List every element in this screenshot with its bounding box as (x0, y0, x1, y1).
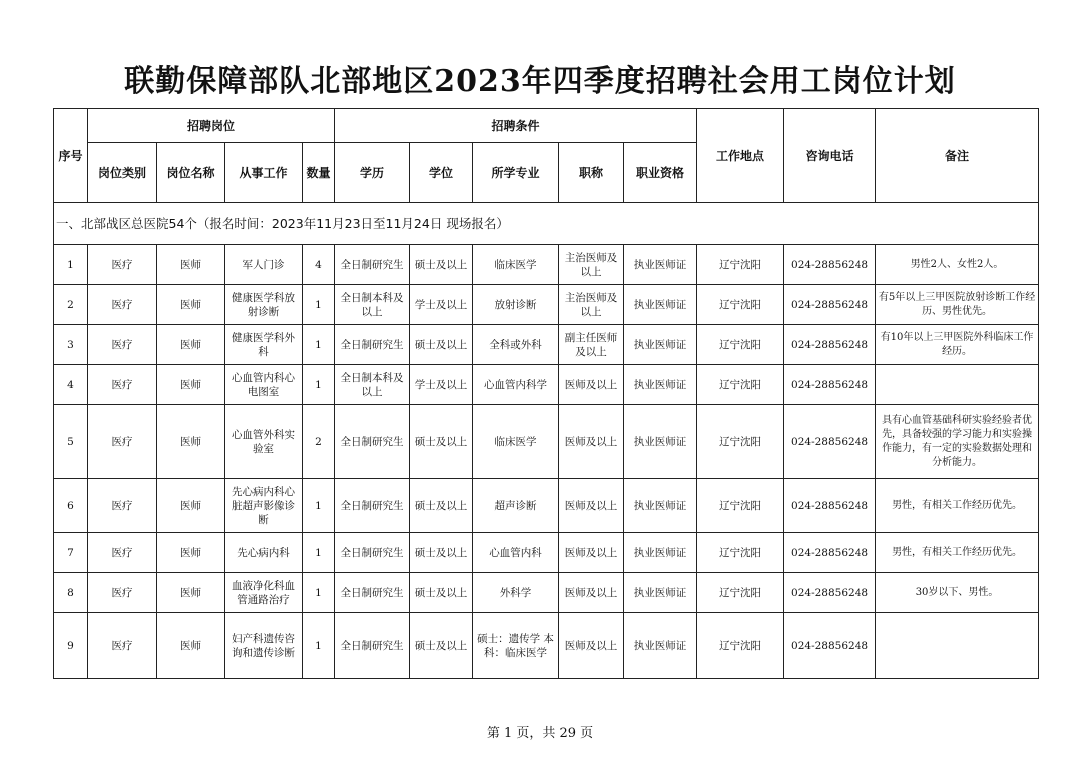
cell-phone: 024-28856248 (784, 365, 876, 405)
cell-title: 医师及以上 (559, 533, 624, 573)
header-post-group: 招聘岗位 (88, 109, 335, 143)
cell-location: 辽宁沈阳 (697, 245, 784, 285)
cell-row-no: 3 (54, 325, 88, 365)
header-qualification: 职业资格 (624, 143, 697, 203)
table-row (54, 365, 1039, 405)
cell-major: 外科学 (473, 573, 559, 613)
cell-work: 健康医学科放射诊断 (225, 285, 303, 325)
page-footer: 第 1 页，共 29 页 (486, 726, 594, 741)
cell-note: 男性2人、女性2人。 (876, 245, 1039, 285)
cell-note: 具有心血管基础科研实验经验者优先，具备较强的学习能力和实验操作能力，有一定的实验数据处理和分析能力。 (876, 405, 1039, 479)
cell-phone: 024-28856248 (784, 479, 876, 533)
cell-phone: 024-28856248 (784, 245, 876, 285)
cell-count: 1 (303, 479, 335, 533)
cell-qualification: 执业医师证 (624, 245, 697, 285)
cell-qualification: 执业医师证 (624, 533, 697, 573)
cell-degree: 硕士及以上 (410, 245, 473, 285)
cell-post-type: 医疗 (88, 573, 157, 613)
cell-post-name: 医师 (157, 285, 225, 325)
cell-major: 心血管内科学 (473, 365, 559, 405)
table-row (54, 325, 1039, 365)
cell-title: 主治医师及以上 (559, 285, 624, 325)
cell-work: 军人门诊 (225, 245, 303, 285)
cell-post-type: 医疗 (88, 479, 157, 533)
cell-row-no: 4 (54, 365, 88, 405)
cell-title: 主治医师及以上 (559, 245, 624, 285)
table-row (54, 613, 1039, 679)
cell-post-name: 医师 (157, 325, 225, 365)
cell-title: 医师及以上 (559, 613, 624, 679)
cell-note (876, 613, 1039, 679)
cell-count: 1 (303, 573, 335, 613)
cell-education: 全日制研究生 (335, 325, 410, 365)
header-degree: 学位 (410, 143, 473, 203)
cell-post-name: 医师 (157, 405, 225, 479)
header-post-name: 岗位名称 (157, 143, 225, 203)
cell-major: 心血管内科 (473, 533, 559, 573)
cell-row-no: 5 (54, 405, 88, 479)
cell-count: 4 (303, 245, 335, 285)
cell-note (876, 365, 1039, 405)
cell-qualification: 执业医师证 (624, 405, 697, 479)
cell-degree: 硕士及以上 (410, 573, 473, 613)
cell-note: 30岁以下、男性。 (876, 573, 1039, 613)
cell-title: 医师及以上 (559, 479, 624, 533)
cell-major: 硕士：遗传学 本科：临床医学 (473, 613, 559, 679)
cell-degree: 硕士及以上 (410, 325, 473, 365)
cell-degree: 硕士及以上 (410, 533, 473, 573)
cell-post-name: 医师 (157, 245, 225, 285)
cell-phone: 024-28856248 (784, 573, 876, 613)
table-row (54, 285, 1039, 325)
header-phone: 咨询电话 (784, 109, 876, 203)
cell-count: 1 (303, 533, 335, 573)
table-row (54, 533, 1039, 573)
cell-note: 男性，有相关工作经历优先。 (876, 479, 1039, 533)
cell-note: 有10年以上三甲医院外科临床工作经历。 (876, 325, 1039, 365)
table-body (54, 245, 1039, 679)
table-row (54, 405, 1039, 479)
cell-degree: 学士及以上 (410, 365, 473, 405)
cell-location: 辽宁沈阳 (697, 573, 784, 613)
cell-post-name: 医师 (157, 479, 225, 533)
cell-count: 1 (303, 365, 335, 405)
cell-location: 辽宁沈阳 (697, 405, 784, 479)
cell-phone: 024-28856248 (784, 533, 876, 573)
cell-count: 2 (303, 405, 335, 479)
header-major: 所学专业 (473, 143, 559, 203)
cell-title: 副主任医师及以上 (559, 325, 624, 365)
cell-qualification: 执业医师证 (624, 613, 697, 679)
cell-row-no: 1 (54, 245, 88, 285)
cell-education: 全日制研究生 (335, 533, 410, 573)
cell-title: 医师及以上 (559, 405, 624, 479)
cell-location: 辽宁沈阳 (697, 613, 784, 679)
cell-row-no: 6 (54, 479, 88, 533)
cell-major: 临床医学 (473, 405, 559, 479)
cell-title: 医师及以上 (559, 573, 624, 613)
cell-post-type: 医疗 (88, 245, 157, 285)
header-title: 职称 (559, 143, 624, 203)
cell-work: 心血管内科心电图室 (225, 365, 303, 405)
cell-qualification: 执业医师证 (624, 325, 697, 365)
cell-row-no: 9 (54, 613, 88, 679)
cell-major: 全科或外科 (473, 325, 559, 365)
cell-row-no: 8 (54, 573, 88, 613)
cell-post-name: 医师 (157, 613, 225, 679)
cell-note: 男性，有相关工作经历优先。 (876, 533, 1039, 573)
cell-phone: 024-28856248 (784, 285, 876, 325)
header-work: 从事工作 (225, 143, 303, 203)
cell-location: 辽宁沈阳 (697, 325, 784, 365)
cell-education: 全日制本科及以上 (335, 365, 410, 405)
cell-education: 全日制研究生 (335, 479, 410, 533)
cell-degree: 学士及以上 (410, 285, 473, 325)
cell-education: 全日制研究生 (335, 405, 410, 479)
header-seq: 序号 (54, 109, 88, 203)
header-note: 备注 (876, 109, 1039, 203)
cell-post-name: 医师 (157, 533, 225, 573)
header-count: 数量 (303, 143, 335, 203)
cell-degree: 硕士及以上 (410, 479, 473, 533)
cell-note: 有5年以上三甲医院放射诊断工作经历、男性优先。 (876, 285, 1039, 325)
cell-location: 辽宁沈阳 (697, 479, 784, 533)
cell-row-no: 2 (54, 285, 88, 325)
cell-work: 妇产科遗传咨询和遗传诊断 (225, 613, 303, 679)
cell-post-type: 医疗 (88, 405, 157, 479)
header-row-1 (54, 109, 1039, 143)
cell-count: 1 (303, 613, 335, 679)
cell-work: 健康医学科外科 (225, 325, 303, 365)
cell-major: 放射诊断 (473, 285, 559, 325)
cell-title: 医师及以上 (559, 365, 624, 405)
header-location: 工作地点 (697, 109, 784, 203)
cell-degree: 硕士及以上 (410, 613, 473, 679)
cell-post-type: 医疗 (88, 325, 157, 365)
table-row (54, 479, 1039, 533)
cell-phone: 024-28856248 (784, 613, 876, 679)
header-post-type: 岗位类别 (88, 143, 157, 203)
cell-work: 心血管外科实验室 (225, 405, 303, 479)
header-education: 学历 (335, 143, 410, 203)
cell-count: 1 (303, 325, 335, 365)
table-row (54, 573, 1039, 613)
cell-qualification: 执业医师证 (624, 573, 697, 613)
cell-location: 辽宁沈阳 (697, 285, 784, 325)
cell-location: 辽宁沈阳 (697, 365, 784, 405)
cell-count: 1 (303, 285, 335, 325)
cell-qualification: 执业医师证 (624, 479, 697, 533)
cell-qualification: 执业医师证 (624, 365, 697, 405)
cell-post-type: 医疗 (88, 365, 157, 405)
table-row (54, 245, 1039, 285)
cell-post-name: 医师 (157, 573, 225, 613)
cell-education: 全日制研究生 (335, 245, 410, 285)
page-title: 联勤保障部队北部地区2023年四季度招聘社会用工岗位计划 (124, 64, 956, 99)
cell-post-type: 医疗 (88, 533, 157, 573)
cell-post-type: 医疗 (88, 613, 157, 679)
section-title: 一、北部战区总医院54个（报名时间：2023年11月23日至11月24日 现场报名） (54, 203, 1039, 245)
cell-phone: 024-28856248 (784, 325, 876, 365)
cell-location: 辽宁沈阳 (697, 533, 784, 573)
cell-degree: 硕士及以上 (410, 405, 473, 479)
cell-post-type: 医疗 (88, 285, 157, 325)
cell-post-name: 医师 (157, 365, 225, 405)
recruitment-table (53, 108, 1039, 679)
cell-work: 血液净化科血管通路治疗 (225, 573, 303, 613)
header-condition-group: 招聘条件 (335, 109, 697, 143)
section-row (54, 203, 1039, 245)
cell-education: 全日制研究生 (335, 573, 410, 613)
cell-qualification: 执业医师证 (624, 285, 697, 325)
cell-row-no: 7 (54, 533, 88, 573)
cell-phone: 024-28856248 (784, 405, 876, 479)
cell-major: 超声诊断 (473, 479, 559, 533)
cell-major: 临床医学 (473, 245, 559, 285)
cell-education: 全日制研究生 (335, 613, 410, 679)
cell-education: 全日制本科及以上 (335, 285, 410, 325)
cell-work: 先心病内科 (225, 533, 303, 573)
cell-work: 先心病内科心脏超声影像诊断 (225, 479, 303, 533)
